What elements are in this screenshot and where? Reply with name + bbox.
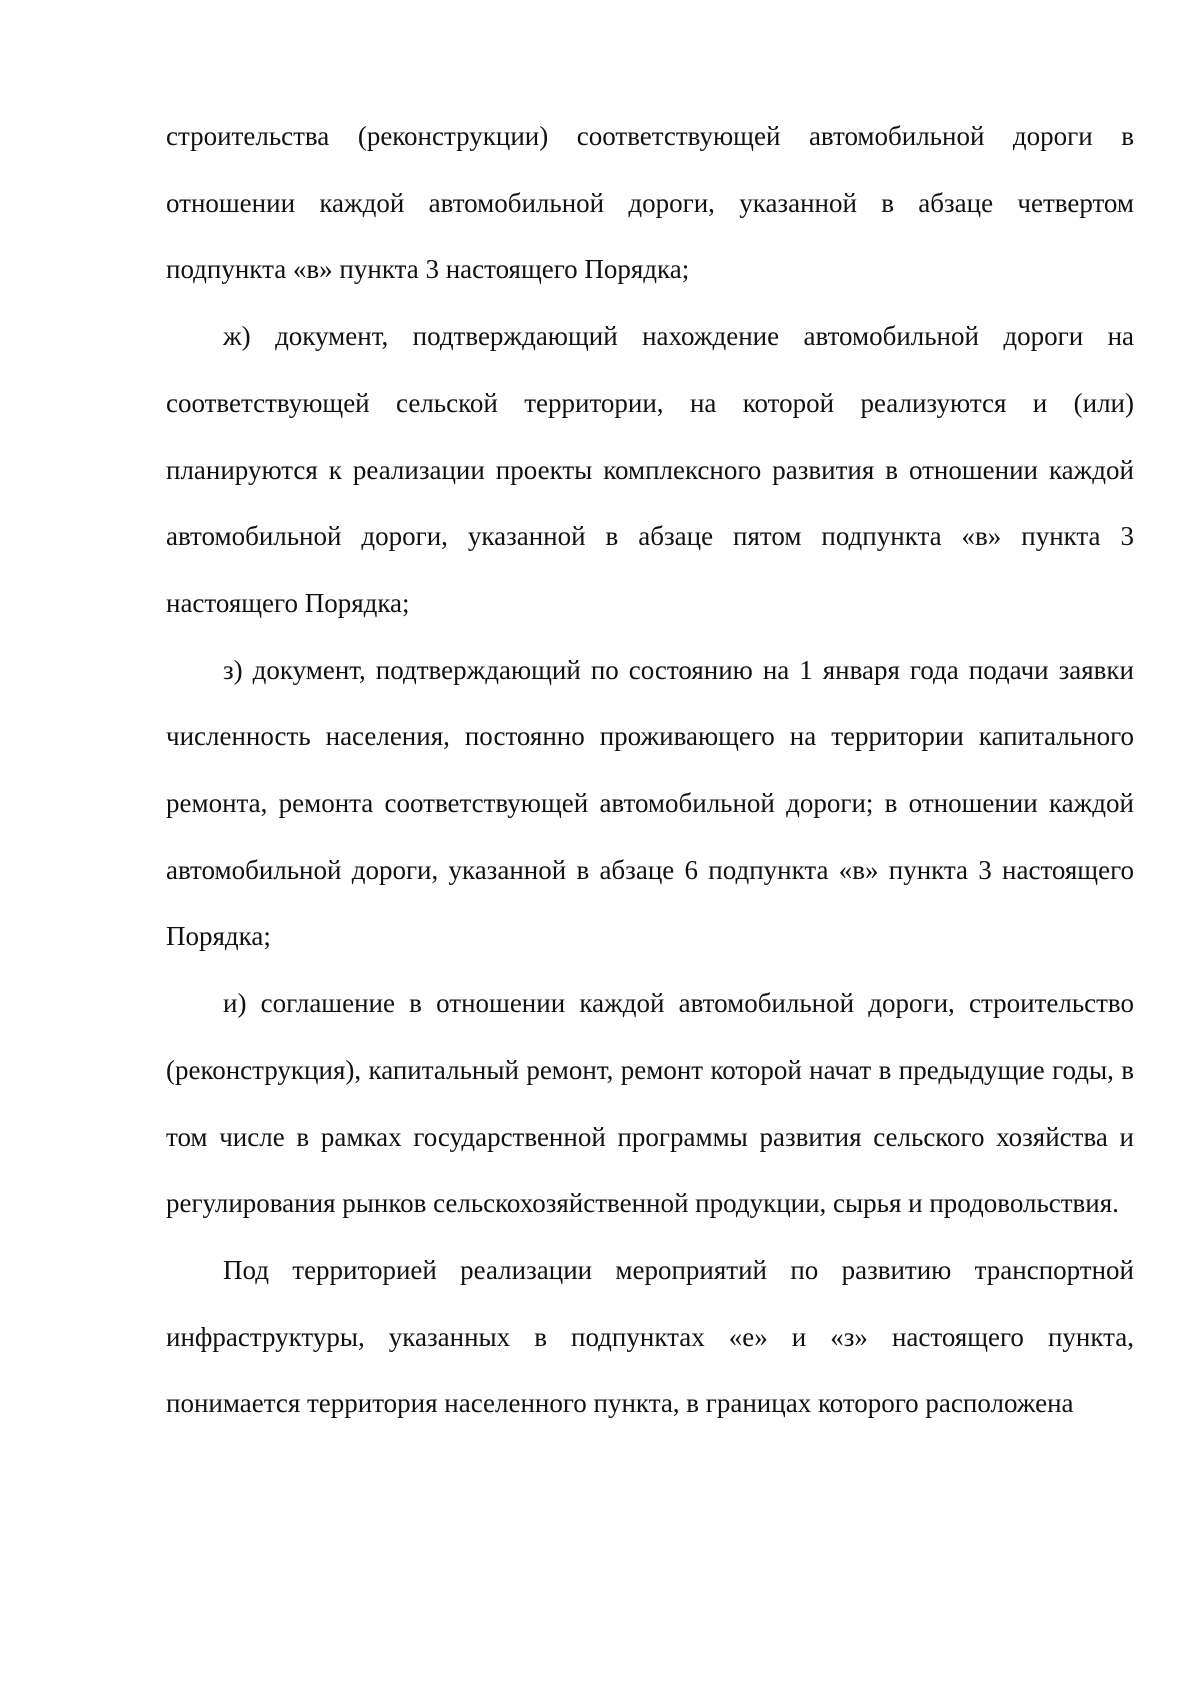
document-body [166,103,1134,1437]
paragraph-item-zh: ж) документ, подтверждающий нахождение автомобильной дороги на соответствующей сельской территории, на которой реализуются и (или) планируются к реализации проекты комплексного развития в отношении каждой автомобильной дороги, указанной в абзаце пятом подпункта «в» пункта 3 настоящего Порядка; [166,321,1134,618]
paragraph-continuation: строительства (реконструкции) соответствующей автомобильной дороги в отношении каждой автомобильной дороги, указанной в абзаце четвертом подпункта «в» пункта 3 настоящего Порядка; [166,121,1134,285]
paragraph-item-i: и) соглашение в отношении каждой автомобильной дороги, строительство (реконструкция), капитальный ремонт, ремонт которой начат в предыдущие годы, в том числе в рамках государственной программы развития сельского хозяйства и регулирования рынков сельскохозяйственной продукции, сырья и продовольствия. [166,988,1134,1219]
paragraph-territory-definition: Под территорией реализации мероприятий по развитию транспортной инфраструктуры, указанных в подпунктах «е» и «з» настоящего пункта, понимается территория населенного пункта, в границах которого расположена [166,1254,1134,1419]
paragraph-item-z: з) документ, подтверждающий по состоянию на 1 января года подачи заявки численность населения, постоянно проживающего на территории капитального ремонта, ремонта соответствующей автомобильной дороги; в отношении каждой автомобильной дороги, указанной в абзаце 6 подпункта «в» пункта 3 настоящего Порядка; [166,654,1134,952]
